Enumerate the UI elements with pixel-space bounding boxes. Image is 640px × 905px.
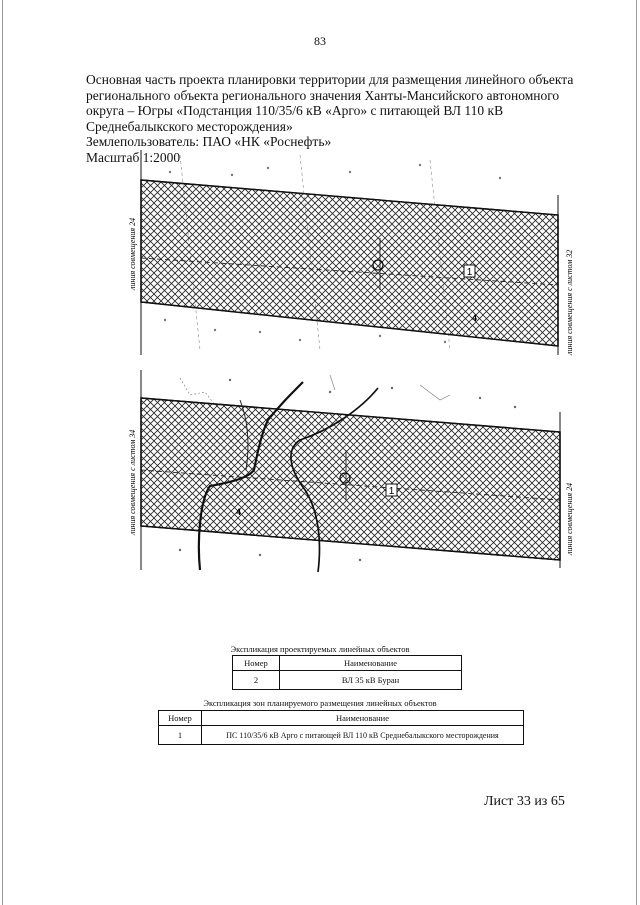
table-cell: 1 xyxy=(159,726,202,745)
table-header-row xyxy=(159,711,524,726)
page-number: 83 xyxy=(314,34,326,48)
table-header-row xyxy=(233,656,462,671)
table-cell: ПС 110/35/6 кВ Арго с питающей ВЛ 110 кВ Среднебалыкского месторождения xyxy=(202,726,524,745)
scale-line: Масштаб 1:2000 xyxy=(86,149,181,165)
sheet-number: Лист 33 из 65 xyxy=(484,794,565,809)
table-header-cell: Номер xyxy=(159,711,202,726)
map-fragment-bottom xyxy=(141,370,560,572)
header-line: регионального объекта регионального значения Ханты-Мансийского автономного xyxy=(86,87,560,103)
table-header-cell: Наименование xyxy=(202,711,524,726)
table-header-cell: Наименование xyxy=(280,656,462,671)
match-line-label-top-right: линия совмещения с листом 32 xyxy=(565,249,574,355)
land-user-line: Землепользователь: ПАО «НК «Роснефть» xyxy=(86,134,332,149)
table-cell: ВЛ 35 кВ Буран xyxy=(280,671,462,690)
line-marker-top: 4 xyxy=(472,313,478,323)
header-line: Среднебалыкского месторождения» xyxy=(86,118,293,134)
table-zones xyxy=(158,710,524,745)
match-line-label-bottom-left: линия совмещения с листом 34 xyxy=(128,429,137,535)
zone-marker-bottom: 1 xyxy=(388,486,395,497)
table1-caption: Экспликация проектируемых линейных объектов xyxy=(230,644,410,654)
header-line: округа – Югры «Подстанция 110/35/6 кВ «Арго» с питающей ВЛ 110 кВ xyxy=(86,103,504,118)
table2-caption: Экспликация зон планируемого размещения линейных объектов xyxy=(203,698,437,708)
map-fragment-top xyxy=(141,150,558,355)
hatched-zone-top xyxy=(141,180,558,346)
table-linear-objects xyxy=(232,655,462,690)
zone-marker-top: 1 xyxy=(466,267,473,278)
match-line-label-bottom-right: линия совмещения 24 xyxy=(565,482,574,555)
table-header-cell: Номер xyxy=(233,656,280,671)
line-marker-bottom: 4 xyxy=(236,507,242,517)
table-row xyxy=(159,726,524,745)
match-line-label-top-left: линия совмещения 24 xyxy=(128,217,137,290)
table-cell: 2 xyxy=(233,671,280,690)
header-line: Основная часть проекта планировки территории для размещения линейного объекта xyxy=(86,72,574,87)
table-row xyxy=(233,671,462,690)
